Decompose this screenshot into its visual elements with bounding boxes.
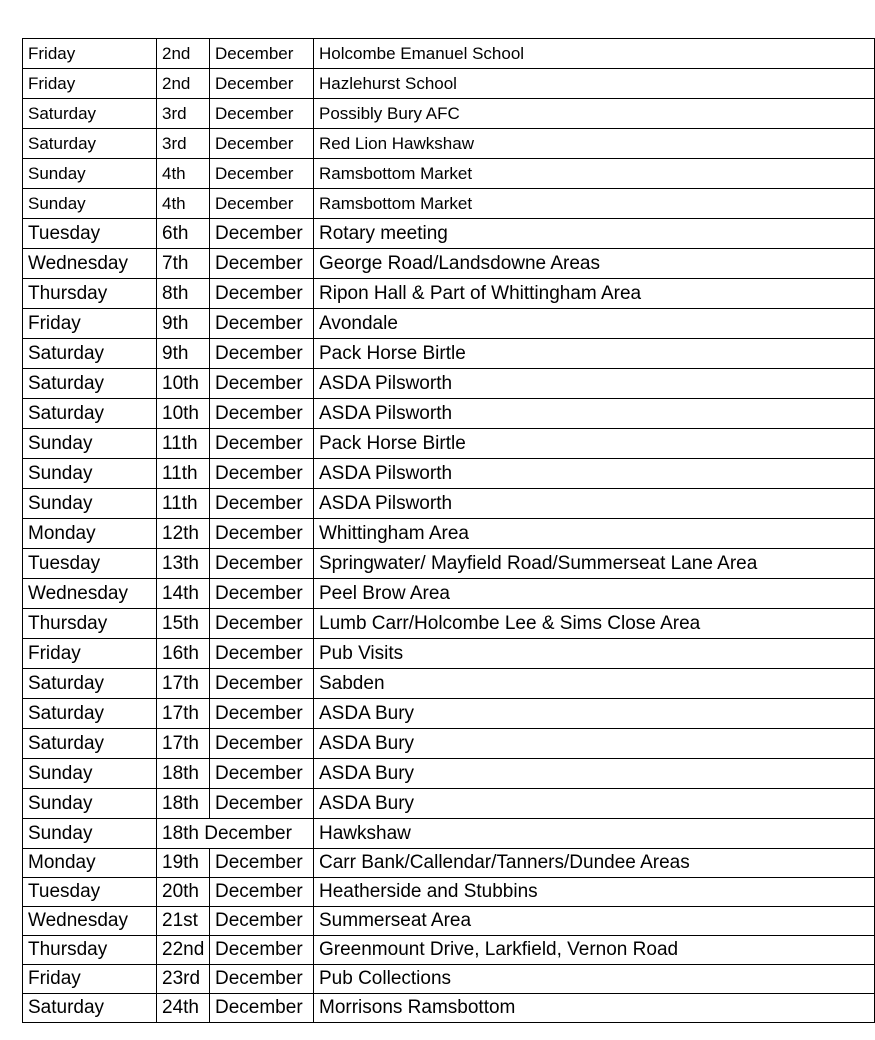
- table-row: [23, 189, 875, 219]
- month-cell: December: [210, 907, 314, 936]
- day-cell: Monday: [23, 849, 157, 878]
- table-row: [23, 69, 875, 99]
- day-cell: Saturday: [23, 699, 157, 729]
- date-cell: 9th: [157, 339, 210, 369]
- table-row: [23, 907, 875, 936]
- table-row: [23, 369, 875, 399]
- day-cell: Wednesday: [23, 249, 157, 279]
- month-cell: December: [210, 399, 314, 429]
- month-cell: December: [210, 369, 314, 399]
- day-cell: Wednesday: [23, 579, 157, 609]
- location-cell: Pub Collections: [314, 965, 875, 994]
- date-cell: 24th: [157, 994, 210, 1023]
- day-cell: Saturday: [23, 399, 157, 429]
- table-row: [23, 99, 875, 129]
- day-cell: Friday: [23, 69, 157, 99]
- table-row: [23, 669, 875, 699]
- month-cell: December: [210, 759, 314, 789]
- table-row: [23, 639, 875, 669]
- month-cell: December: [210, 519, 314, 549]
- location-cell: Pub Visits: [314, 639, 875, 669]
- schedule-body: [23, 39, 875, 1023]
- location-cell: Ramsbottom Market: [314, 159, 875, 189]
- month-cell: December: [210, 339, 314, 369]
- table-row: [23, 249, 875, 279]
- date-cell: 13th: [157, 549, 210, 579]
- location-cell: Hawkshaw: [314, 819, 875, 849]
- month-cell: December: [210, 789, 314, 819]
- date-cell: 12th: [157, 519, 210, 549]
- table-row: [23, 459, 875, 489]
- month-cell: December: [210, 219, 314, 249]
- date-cell: 19th: [157, 849, 210, 878]
- table-row: [23, 219, 875, 249]
- day-cell: Saturday: [23, 994, 157, 1023]
- location-cell: Hazlehurst School: [314, 69, 875, 99]
- schedule-sheet: [22, 38, 875, 1023]
- day-cell: Sunday: [23, 159, 157, 189]
- location-cell: Red Lion Hawkshaw: [314, 129, 875, 159]
- table-row: [23, 549, 875, 579]
- month-cell: December: [210, 39, 314, 69]
- location-cell: Sabden: [314, 669, 875, 699]
- day-cell: Monday: [23, 519, 157, 549]
- month-cell: December: [210, 609, 314, 639]
- location-cell: Pack Horse Birtle: [314, 339, 875, 369]
- date-cell: 4th: [157, 159, 210, 189]
- day-cell: Saturday: [23, 729, 157, 759]
- table-row: [23, 994, 875, 1023]
- month-cell: December: [210, 129, 314, 159]
- date-cell: 4th: [157, 189, 210, 219]
- table-row: [23, 129, 875, 159]
- date-cell: 7th: [157, 249, 210, 279]
- day-cell: Thursday: [23, 936, 157, 965]
- location-cell: Peel Brow Area: [314, 579, 875, 609]
- date-month-cell: 18th December: [157, 819, 314, 849]
- table-row: [23, 759, 875, 789]
- month-cell: December: [210, 159, 314, 189]
- day-cell: Sunday: [23, 429, 157, 459]
- location-cell: Summerseat Area: [314, 907, 875, 936]
- table-row: [23, 789, 875, 819]
- location-cell: ASDA Bury: [314, 759, 875, 789]
- day-cell: Sunday: [23, 459, 157, 489]
- month-cell: December: [210, 669, 314, 699]
- location-cell: Ramsbottom Market: [314, 189, 875, 219]
- day-cell: Wednesday: [23, 907, 157, 936]
- location-cell: Springwater/ Mayfield Road/Summerseat Lane Area: [314, 549, 875, 579]
- date-cell: 11th: [157, 459, 210, 489]
- month-cell: December: [210, 579, 314, 609]
- table-row: [23, 965, 875, 994]
- day-cell: Friday: [23, 639, 157, 669]
- location-cell: ASDA Pilsworth: [314, 459, 875, 489]
- date-cell: 17th: [157, 729, 210, 759]
- location-cell: ASDA Pilsworth: [314, 369, 875, 399]
- date-cell: 18th: [157, 789, 210, 819]
- date-cell: 10th: [157, 399, 210, 429]
- day-cell: Saturday: [23, 669, 157, 699]
- table-row: [23, 39, 875, 69]
- location-cell: ASDA Bury: [314, 789, 875, 819]
- table-row: [23, 936, 875, 965]
- day-cell: Sunday: [23, 819, 157, 849]
- date-cell: 21st: [157, 907, 210, 936]
- day-cell: Sunday: [23, 789, 157, 819]
- table-row: [23, 849, 875, 878]
- table-row: [23, 339, 875, 369]
- date-cell: 2nd: [157, 69, 210, 99]
- date-cell: 11th: [157, 489, 210, 519]
- date-cell: 15th: [157, 609, 210, 639]
- month-cell: December: [210, 459, 314, 489]
- month-cell: December: [210, 965, 314, 994]
- location-cell: ASDA Bury: [314, 729, 875, 759]
- location-cell: Pack Horse Birtle: [314, 429, 875, 459]
- table-row: [23, 878, 875, 907]
- day-cell: Friday: [23, 39, 157, 69]
- date-cell: 10th: [157, 369, 210, 399]
- date-cell: 2nd: [157, 39, 210, 69]
- month-cell: December: [210, 549, 314, 579]
- table-row: [23, 819, 875, 849]
- date-cell: 6th: [157, 219, 210, 249]
- table-row: [23, 279, 875, 309]
- month-cell: December: [210, 994, 314, 1023]
- location-cell: Greenmount Drive, Larkfield, Vernon Road: [314, 936, 875, 965]
- day-cell: Saturday: [23, 369, 157, 399]
- location-cell: ASDA Bury: [314, 699, 875, 729]
- collection-schedule-table: [22, 38, 875, 1023]
- month-cell: December: [210, 309, 314, 339]
- date-cell: 18th: [157, 759, 210, 789]
- month-cell: December: [210, 99, 314, 129]
- day-cell: Sunday: [23, 189, 157, 219]
- location-cell: Possibly Bury AFC: [314, 99, 875, 129]
- date-cell: 17th: [157, 669, 210, 699]
- month-cell: December: [210, 936, 314, 965]
- day-cell: Saturday: [23, 129, 157, 159]
- table-row: [23, 609, 875, 639]
- day-cell: Sunday: [23, 759, 157, 789]
- day-cell: Sunday: [23, 489, 157, 519]
- day-cell: Tuesday: [23, 219, 157, 249]
- day-cell: Friday: [23, 965, 157, 994]
- date-cell: 8th: [157, 279, 210, 309]
- date-cell: 9th: [157, 309, 210, 339]
- location-cell: Rotary meeting: [314, 219, 875, 249]
- location-cell: George Road/Landsdowne Areas: [314, 249, 875, 279]
- date-cell: 20th: [157, 878, 210, 907]
- day-cell: Tuesday: [23, 549, 157, 579]
- month-cell: December: [210, 878, 314, 907]
- month-cell: December: [210, 189, 314, 219]
- date-cell: 23rd: [157, 965, 210, 994]
- month-cell: December: [210, 279, 314, 309]
- day-cell: Saturday: [23, 99, 157, 129]
- location-cell: Ripon Hall & Part of Whittingham Area: [314, 279, 875, 309]
- location-cell: Morrisons Ramsbottom: [314, 994, 875, 1023]
- month-cell: December: [210, 429, 314, 459]
- date-cell: 14th: [157, 579, 210, 609]
- date-cell: 17th: [157, 699, 210, 729]
- location-cell: ASDA Pilsworth: [314, 489, 875, 519]
- date-cell: 3rd: [157, 129, 210, 159]
- day-cell: Thursday: [23, 279, 157, 309]
- date-cell: 11th: [157, 429, 210, 459]
- month-cell: December: [210, 69, 314, 99]
- month-cell: December: [210, 639, 314, 669]
- date-cell: 22nd: [157, 936, 210, 965]
- table-row: [23, 429, 875, 459]
- table-row: [23, 699, 875, 729]
- location-cell: Lumb Carr/Holcombe Lee & Sims Close Area: [314, 609, 875, 639]
- day-cell: Tuesday: [23, 878, 157, 907]
- table-row: [23, 489, 875, 519]
- month-cell: December: [210, 489, 314, 519]
- month-cell: December: [210, 729, 314, 759]
- month-cell: December: [210, 699, 314, 729]
- table-row: [23, 729, 875, 759]
- table-row: [23, 579, 875, 609]
- location-cell: Holcombe Emanuel School: [314, 39, 875, 69]
- location-cell: Carr Bank/Callendar/Tanners/Dundee Areas: [314, 849, 875, 878]
- table-row: [23, 519, 875, 549]
- date-cell: 16th: [157, 639, 210, 669]
- location-cell: ASDA Pilsworth: [314, 399, 875, 429]
- month-cell: December: [210, 249, 314, 279]
- day-cell: Thursday: [23, 609, 157, 639]
- month-cell: December: [210, 849, 314, 878]
- table-row: [23, 309, 875, 339]
- location-cell: Heatherside and Stubbins: [314, 878, 875, 907]
- day-cell: Saturday: [23, 339, 157, 369]
- day-cell: Friday: [23, 309, 157, 339]
- location-cell: Whittingham Area: [314, 519, 875, 549]
- table-row: [23, 159, 875, 189]
- location-cell: Avondale: [314, 309, 875, 339]
- table-row: [23, 399, 875, 429]
- date-cell: 3rd: [157, 99, 210, 129]
